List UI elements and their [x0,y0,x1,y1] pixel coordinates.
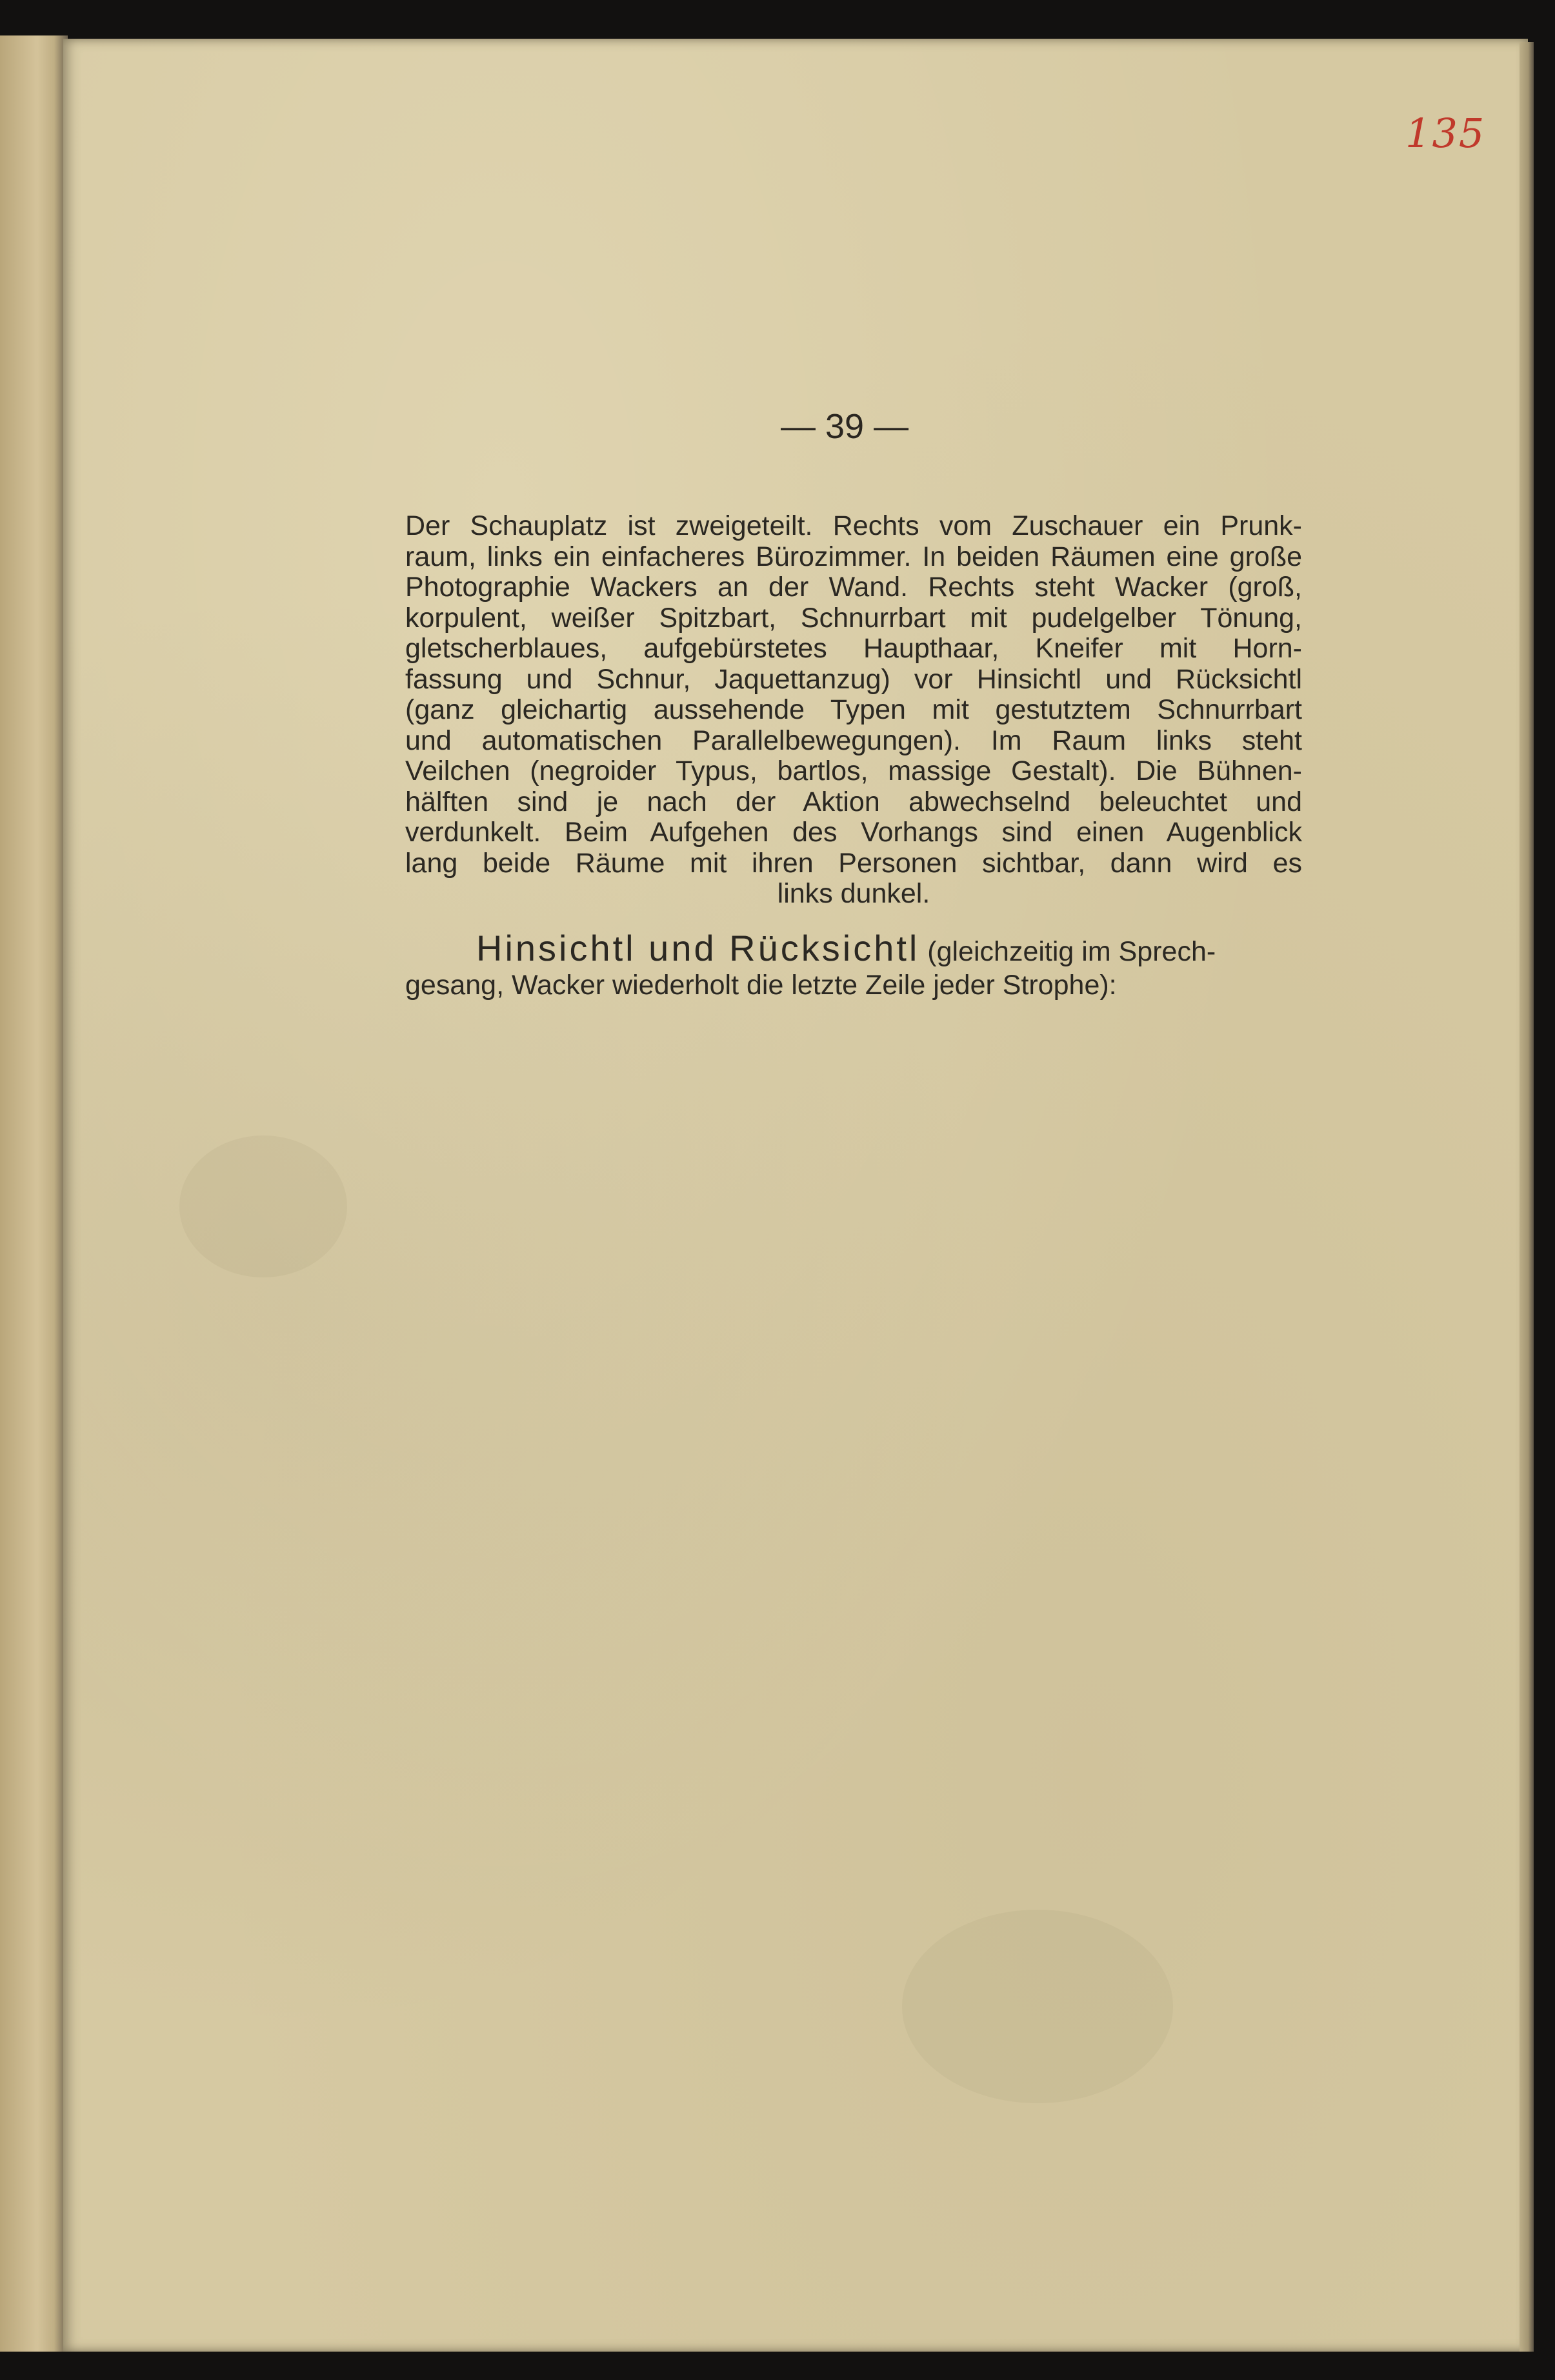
speech-heading [405,928,1302,1002]
text-line: korpulent, weißer Spitzbart, Schnurrbart mit pudelgelber Tönung, [405,602,1302,634]
speech-direction: (gleichzeitig im Sprech- [927,936,1216,967]
text-line: fassung und Schnur, Jaquettanzug) vor Hinsichtl und Rücksichtl [405,663,1302,695]
book-page [63,39,1528,2352]
speech-line [405,928,1302,968]
text-line: Der Schauplatz ist zweigeteilt. Rechts vom Zuschauer ein Prunk- [405,510,1302,541]
text-line: hälften sind je nach der Aktion abwechselnd beleuchtet und [405,786,1302,817]
text-line: links dunkel. [777,878,930,909]
speech-direction-continued: gesang, Wacker wiederholt die letzte Zeile jeder Strophe): [405,970,1117,1001]
text-line: und automatischen Parallelbewegungen). Im Raum links steht [405,725,1302,756]
text-line: raum, links ein einfacheres Bürozimmer. In beiden Räumen eine große [405,541,1302,572]
text-line: lang beide Räume mit ihren Personen sichtbar, dann wird es [405,847,1302,879]
right-page-edge [1520,42,1534,2352]
paper-stain [179,1135,347,1277]
page-number: — 39 — [781,407,909,446]
stage-direction [405,511,1302,910]
text-line: verdunkelt. Beim Aufgehen des Vorhangs sind einen Augenblick [405,817,1302,848]
speaker-names: Hinsichtl und Rücksichtl [476,928,920,968]
text-line: (ganz gleichartig aussehende Typen mit gestutztem Schnurrbart [405,694,1302,725]
paper-stain [902,1910,1173,2103]
text-line: gletscherblaues, aufgebürstetes Haupthaar, Kneifer mit Horn- [405,633,1302,664]
left-page-edge [0,35,68,2352]
handwritten-folio-number: 135 [1405,110,1486,157]
text-line: Veilchen (negroider Typus, bartlos, massige Gestalt). Die Bühnen- [405,755,1302,786]
text-line: Photographie Wackers an der Wand. Rechts steht Wacker (groß, [405,572,1302,603]
